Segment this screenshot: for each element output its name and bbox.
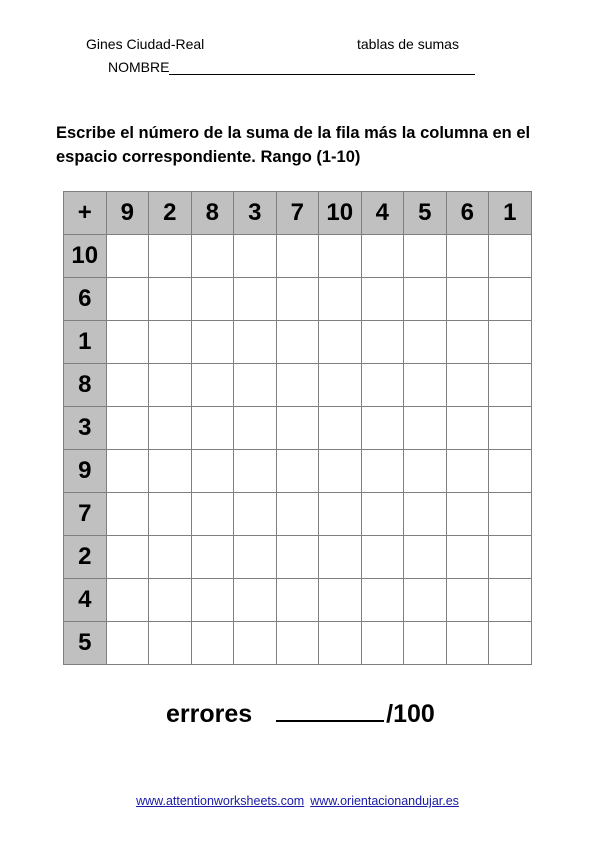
footer-link-orientacionandujar[interactable]: www.orientacionandujar.es: [310, 794, 459, 808]
answer-cell[interactable]: [361, 235, 404, 278]
answer-cell[interactable]: [319, 536, 362, 579]
table-row: [64, 407, 532, 450]
answer-cell[interactable]: [446, 321, 489, 364]
answer-cell[interactable]: [234, 536, 277, 579]
answer-cell[interactable]: [319, 235, 362, 278]
answer-cell[interactable]: [404, 450, 447, 493]
row-header: 2: [64, 536, 107, 579]
answer-cell[interactable]: [404, 364, 447, 407]
answer-cell[interactable]: [319, 278, 362, 321]
answer-cell[interactable]: [106, 235, 149, 278]
name-field-row: [108, 59, 475, 75]
answer-cell[interactable]: [106, 364, 149, 407]
answer-cell[interactable]: [489, 235, 532, 278]
answer-cell[interactable]: [106, 407, 149, 450]
answer-cell[interactable]: [106, 579, 149, 622]
answer-cell[interactable]: [404, 493, 447, 536]
column-header: 3: [234, 192, 277, 235]
answer-cell[interactable]: [446, 235, 489, 278]
table-header-row: [64, 192, 532, 235]
answer-cell[interactable]: [276, 364, 319, 407]
answer-cell[interactable]: [404, 321, 447, 364]
answer-cell[interactable]: [234, 278, 277, 321]
table-row: [64, 321, 532, 364]
answer-cell[interactable]: [404, 536, 447, 579]
answer-cell[interactable]: [361, 278, 404, 321]
answer-cell[interactable]: [191, 579, 234, 622]
addition-table: [63, 191, 532, 665]
footer-links: [0, 794, 595, 808]
answer-cell[interactable]: [404, 407, 447, 450]
column-header: 4: [361, 192, 404, 235]
answer-cell[interactable]: [149, 364, 192, 407]
column-header: 8: [191, 192, 234, 235]
author-name: Gines Ciudad-Real: [86, 36, 205, 52]
answer-cell[interactable]: [489, 407, 532, 450]
answer-cell[interactable]: [149, 278, 192, 321]
corner-plus-sign: +: [64, 192, 107, 235]
answer-cell[interactable]: [191, 235, 234, 278]
answer-cell[interactable]: [276, 278, 319, 321]
answer-cell[interactable]: [319, 493, 362, 536]
answer-cell[interactable]: [446, 536, 489, 579]
column-header: 2: [149, 192, 192, 235]
footer-link-attentionworksheets[interactable]: www.attentionworksheets.com: [136, 794, 305, 808]
answer-cell[interactable]: [149, 579, 192, 622]
answer-cell[interactable]: [489, 450, 532, 493]
answer-cell[interactable]: [361, 407, 404, 450]
answer-cell[interactable]: [446, 579, 489, 622]
table-row: [64, 622, 532, 665]
answer-cell[interactable]: [404, 235, 447, 278]
errors-label: errores: [166, 700, 253, 728]
answer-cell[interactable]: [191, 493, 234, 536]
answer-cell[interactable]: [234, 622, 277, 665]
answer-cell[interactable]: [319, 407, 362, 450]
answer-cell[interactable]: [276, 493, 319, 536]
answer-cell[interactable]: [106, 321, 149, 364]
answer-cell[interactable]: [191, 622, 234, 665]
answer-cell[interactable]: [106, 450, 149, 493]
table-row: [64, 278, 532, 321]
answer-cell[interactable]: [234, 321, 277, 364]
table-row: [64, 493, 532, 536]
answer-cell[interactable]: [319, 579, 362, 622]
answer-cell[interactable]: [446, 364, 489, 407]
answer-cell[interactable]: [446, 622, 489, 665]
answer-cell[interactable]: [319, 450, 362, 493]
answer-cell[interactable]: [106, 536, 149, 579]
answer-cell[interactable]: [361, 622, 404, 665]
answer-cell[interactable]: [276, 407, 319, 450]
name-blank-line[interactable]: [169, 59, 475, 75]
answer-cell[interactable]: [361, 450, 404, 493]
answer-cell[interactable]: [191, 450, 234, 493]
answer-cell[interactable]: [149, 321, 192, 364]
column-header: 6: [446, 192, 489, 235]
row-header: 1: [64, 321, 107, 364]
answer-cell[interactable]: [149, 536, 192, 579]
answer-cell[interactable]: [234, 364, 277, 407]
column-header: 10: [319, 192, 362, 235]
answer-cell[interactable]: [404, 579, 447, 622]
answer-cell[interactable]: [106, 278, 149, 321]
answer-cell[interactable]: [361, 364, 404, 407]
answer-cell[interactable]: [404, 622, 447, 665]
table-row: [64, 364, 532, 407]
answer-cell[interactable]: [489, 622, 532, 665]
answer-cell[interactable]: [319, 321, 362, 364]
answer-cell[interactable]: [446, 278, 489, 321]
answer-cell[interactable]: [106, 493, 149, 536]
answer-cell[interactable]: [361, 321, 404, 364]
answer-cell[interactable]: [149, 450, 192, 493]
column-header: 5: [404, 192, 447, 235]
answer-cell[interactable]: [149, 622, 192, 665]
name-label: NOMBRE: [108, 59, 170, 75]
column-header: 1: [489, 192, 532, 235]
answer-cell[interactable]: [234, 235, 277, 278]
answer-cell[interactable]: [446, 407, 489, 450]
answer-cell[interactable]: [276, 536, 319, 579]
answer-cell[interactable]: [489, 493, 532, 536]
answer-cell[interactable]: [234, 450, 277, 493]
row-header: 6: [64, 278, 107, 321]
answer-cell[interactable]: [276, 450, 319, 493]
answer-cell[interactable]: [361, 536, 404, 579]
answer-cell[interactable]: [234, 579, 277, 622]
answer-cell[interactable]: [489, 364, 532, 407]
answer-cell[interactable]: [361, 493, 404, 536]
answer-cell[interactable]: [276, 235, 319, 278]
answer-cell[interactable]: [489, 579, 532, 622]
answer-cell[interactable]: [191, 278, 234, 321]
row-header: 7: [64, 493, 107, 536]
errors-score: [166, 698, 435, 729]
answer-cell[interactable]: [276, 321, 319, 364]
answer-cell[interactable]: [191, 407, 234, 450]
answer-cell[interactable]: [489, 536, 532, 579]
row-header: 5: [64, 622, 107, 665]
table-row: [64, 579, 532, 622]
column-header: 7: [276, 192, 319, 235]
row-header: 9: [64, 450, 107, 493]
answer-cell[interactable]: [489, 278, 532, 321]
instructions-text: Escribe el número de la suma de la fila más la columna en el espacio correspondiente. Rango (1-10): [56, 124, 531, 166]
row-header: 4: [64, 579, 107, 622]
errors-total: /100: [386, 700, 435, 728]
answer-cell[interactable]: [149, 407, 192, 450]
answer-cell[interactable]: [276, 579, 319, 622]
answer-cell[interactable]: [191, 321, 234, 364]
answer-cell[interactable]: [234, 493, 277, 536]
answer-cell[interactable]: [319, 364, 362, 407]
row-header: 3: [64, 407, 107, 450]
answer-cell[interactable]: [361, 579, 404, 622]
answer-cell[interactable]: [191, 536, 234, 579]
row-header: 10: [64, 235, 107, 278]
table-row: [64, 450, 532, 493]
answer-cell[interactable]: [404, 278, 447, 321]
table-row: [64, 536, 532, 579]
answer-cell[interactable]: [446, 493, 489, 536]
answer-cell[interactable]: [149, 493, 192, 536]
answer-cell[interactable]: [234, 407, 277, 450]
answer-cell[interactable]: [489, 321, 532, 364]
answer-cell[interactable]: [149, 235, 192, 278]
answer-cell[interactable]: [319, 622, 362, 665]
answer-cell[interactable]: [446, 450, 489, 493]
row-header: 8: [64, 364, 107, 407]
answer-cell[interactable]: [276, 622, 319, 665]
answer-cell[interactable]: [191, 364, 234, 407]
answer-cell[interactable]: [106, 622, 149, 665]
column-header: 9: [106, 192, 149, 235]
errors-blank-line[interactable]: [276, 698, 384, 722]
worksheet-title: tablas de sumas: [357, 36, 459, 52]
table-row: [64, 235, 532, 278]
